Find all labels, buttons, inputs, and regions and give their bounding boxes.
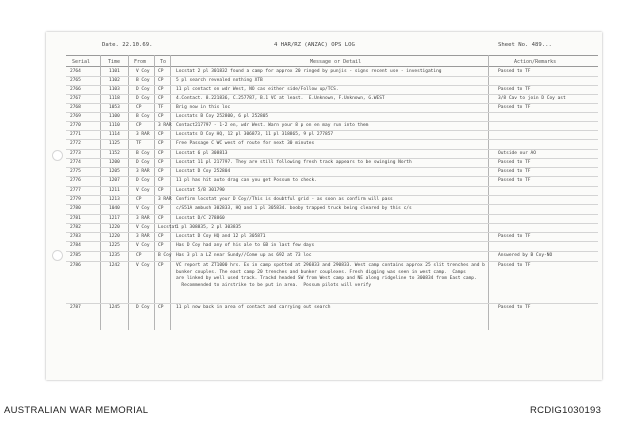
row-rule: [66, 223, 598, 224]
cell-serial: 2767: [70, 96, 81, 101]
cell-to: 3 RAR: [158, 197, 172, 202]
cell-to: CP: [158, 305, 164, 310]
cell-from: 3 RAR: [136, 169, 150, 174]
row-rule: [66, 112, 598, 113]
cell-serial: 2777: [70, 188, 81, 193]
cell-time: 1235: [109, 253, 120, 258]
cell-action: Passed to TF: [498, 160, 531, 165]
cell-message: Locstat D/C 278860: [176, 216, 225, 221]
col-header-message: Message or Detail: [310, 59, 362, 65]
cell-message: Recommended to airstrike to be put in area. Possum pilots will verify: [176, 282, 372, 288]
cell-serial: 2787: [70, 305, 81, 310]
table-top-rule: [66, 55, 598, 56]
cell-time: 1217: [109, 216, 120, 221]
cell-from: CP: [136, 105, 142, 110]
cell-serial: 2784: [70, 243, 81, 248]
cell-time: 1225: [109, 243, 120, 248]
col-divider: [170, 55, 171, 330]
row-rule: [66, 261, 598, 262]
cell-time: 1211: [109, 188, 120, 193]
cell-to: CP: [158, 263, 164, 268]
table-header-rule: [66, 66, 598, 67]
row-rule: [66, 176, 598, 177]
cell-from: D Coy: [136, 178, 150, 183]
row-rule: [66, 121, 598, 122]
cell-from: V Coy: [136, 225, 150, 230]
cell-from: CP: [136, 253, 142, 258]
cell-time: 1103: [109, 87, 120, 92]
cell-to: CP: [158, 141, 164, 146]
cell-action: Passed to TF: [498, 169, 531, 174]
cell-message: Locstat 2 pl 301832 found a camp for approx 20 ringed by punjis - signs recent use - investigating: [176, 69, 442, 74]
cell-serial: 2768: [70, 105, 81, 110]
punch-hole: [52, 250, 63, 261]
row-rule: [66, 186, 598, 187]
cell-time: 1125: [109, 141, 120, 146]
cell-action: Outside our AO: [498, 151, 536, 156]
cell-to: CP: [158, 206, 164, 211]
cell-serial: 2781: [70, 216, 81, 221]
cell-time: 1101: [109, 69, 120, 74]
cell-serial: 2765: [70, 78, 81, 83]
cell-message: c/S51A ambush 302833, HQ and 1 pl 305834. booby trapped truck being cleared by this c/s: [176, 206, 412, 211]
cell-to: B Coy: [158, 253, 172, 258]
cell-to: CP: [158, 234, 164, 239]
cell-message: bunker couples. The east camp 20 trenches and bunker couplexes. Fresh digging was seen in west camp. Camps: [176, 269, 466, 275]
cell-from: V Coy: [136, 263, 150, 268]
cell-action: 3/8 Cav to join D Coy ast: [498, 96, 566, 101]
row-rule: [66, 167, 598, 168]
cell-message: Has D Coy had any of his ale to GB in last few days: [176, 243, 315, 248]
cell-from: V Coy: [136, 188, 150, 193]
cell-time: 1213: [109, 197, 120, 202]
cell-time: 1220: [109, 225, 120, 230]
cell-action: Passed to TF: [498, 87, 531, 92]
cell-message: Confirm locstat your D Coy//This is doubtful grid - as soon as confirm will pass: [176, 197, 393, 202]
row-rule: [66, 214, 598, 215]
row-rule: [66, 94, 598, 95]
cell-message: 11 pl now back in area of contact and carrying out search: [176, 305, 331, 310]
cell-action: Passed to TF: [498, 69, 531, 74]
cell-message: are linked by well used track. Trackd headed SW from West camp and NE along ridgeline to 300834 from East camp.: [176, 276, 477, 282]
cell-message: Locstat 11 pl 217797. They are still following fresh track appears to be swinging North: [176, 160, 412, 165]
cell-from: 3 RAR: [136, 132, 150, 137]
col-divider: [100, 55, 101, 330]
cell-serial: 2771: [70, 132, 81, 137]
cell-time: 1100: [109, 114, 120, 119]
cell-from: 3 RAR: [136, 216, 150, 221]
row-rule: [66, 303, 598, 304]
cell-message: 11 pl contact on wdr West, NO cas either side/Follow up/TCS.: [176, 87, 339, 92]
cell-message: 1 pl 308835, 2 pl 303835: [176, 225, 242, 230]
cell-from: D Coy: [136, 160, 150, 165]
cell-time: 1110: [109, 123, 120, 128]
row-rule: [66, 195, 598, 196]
cell-to: CP: [158, 178, 164, 183]
cell-message: 11 pl has hit auto drag can you get Possum to check.: [176, 178, 317, 183]
cell-from: D Coy: [136, 96, 150, 101]
cell-message: Locstat D Coy HQ and 12 pl 305871: [176, 234, 266, 239]
cell-serial: 2776: [70, 178, 81, 183]
col-header-from: From: [134, 59, 147, 65]
archive-label: AUSTRALIAN WAR MEMORIAL: [4, 405, 149, 416]
row-rule: [66, 204, 598, 205]
col-header-action: Action/Remarks: [514, 59, 557, 65]
row-rule: [66, 85, 598, 86]
cell-to: CP: [158, 132, 164, 137]
archive-id: RCDIG1030193: [530, 405, 602, 416]
col-divider: [488, 55, 489, 330]
cell-to: CP: [158, 87, 164, 92]
cell-time: 1220: [109, 234, 120, 239]
cell-to: 3 RAR: [158, 123, 172, 128]
col-divider: [128, 55, 129, 330]
cell-serial: 2775: [70, 169, 81, 174]
cell-serial: 2783: [70, 234, 81, 239]
cell-time: 1114: [109, 132, 120, 137]
row-rule: [66, 139, 598, 140]
cell-time: 1053: [109, 105, 120, 110]
row-rule: [66, 251, 598, 252]
cell-time: 1152: [109, 151, 120, 156]
cell-to: CP: [158, 151, 164, 156]
cell-action: Answered by B Coy-NO: [498, 253, 553, 258]
sheet-title: 4 HAR/RZ (ANZAC) OPS LOG: [274, 42, 355, 48]
cell-to: CP: [158, 216, 164, 221]
cell-time: 1200: [109, 160, 120, 165]
cell-message: 5 pl search revealed nothing XTB: [176, 78, 263, 83]
cell-action: Passed to TF: [498, 234, 531, 239]
cell-from: D Coy: [136, 87, 150, 92]
cell-serial: 2769: [70, 114, 81, 119]
cell-message: 4.Contact. 8.221836, C.257787, B.1 VC at least. E.Unknown, F.Unknown, G.WEST: [176, 96, 385, 101]
cell-to: CP: [158, 96, 164, 101]
col-header-serial: Serial: [72, 59, 91, 65]
row-rule: [66, 76, 598, 77]
cell-message: Locstats D Coy HQ, 12 pl 306873, 11 pl 318865, 9 pl 277857: [176, 132, 334, 137]
cell-message: Brig now in this loc: [176, 105, 231, 110]
cell-to: CP: [158, 243, 164, 248]
cell-from: 3 RAR: [136, 234, 150, 239]
cell-time: 1118: [109, 96, 120, 101]
cell-from: B Coy: [136, 151, 150, 156]
cell-to: CP: [158, 78, 164, 83]
cell-message: Locstat 6 pl 308813: [176, 151, 228, 156]
cell-message: Has 3 pl a LZ near Sundy//Come up as 692 at 73 loc: [176, 253, 312, 258]
cell-serial: 2779: [70, 197, 81, 202]
cell-from: V Coy: [136, 69, 150, 74]
cell-message: Contact217797 - 1-2 en, wdr West. Warn your 8 p on en may run into them: [176, 123, 369, 128]
log-sheet: [46, 32, 602, 380]
cell-serial: 2770: [70, 123, 81, 128]
cell-to: CP: [158, 114, 164, 119]
cell-to: TF: [158, 105, 164, 110]
cell-from: V Coy: [136, 243, 150, 248]
cell-serial: 2780: [70, 206, 81, 211]
row-rule: [66, 232, 598, 233]
cell-time: 1245: [109, 305, 120, 310]
row-rule: [66, 158, 598, 159]
cell-time: 1205: [109, 169, 120, 174]
cell-serial: 2766: [70, 87, 81, 92]
sheet-number: Sheet No. 489...: [498, 42, 552, 48]
cell-time: 1102: [109, 78, 120, 83]
sheet-date: Date. 22.10.69.: [102, 42, 153, 48]
cell-serial: 2785: [70, 253, 81, 258]
cell-message: Free Passage C WC west of route for next 30 minutes: [176, 141, 315, 146]
cell-from: B Coy: [136, 78, 150, 83]
cell-serial: 2772: [70, 141, 81, 146]
cell-action: Passed to TF: [498, 178, 531, 183]
cell-action: Passed to TF: [498, 305, 531, 310]
cell-from: TF: [136, 141, 142, 146]
col-header-time: Time: [108, 59, 121, 65]
cell-from: B Coy: [136, 114, 150, 119]
col-divider: [154, 55, 155, 330]
cell-from: CP: [136, 197, 142, 202]
cell-to: CP: [158, 188, 164, 193]
cell-from: D Coy: [136, 305, 150, 310]
cell-message: Locstats B Coy 252800, 6 pl 252805: [176, 114, 269, 119]
cell-time: 1207: [109, 178, 120, 183]
cell-action: Passed to TF: [498, 105, 531, 110]
row-rule: [66, 130, 598, 131]
cell-from: CP: [136, 123, 142, 128]
cell-message: VC report at ZT1000 hrs. Ex in camp spotted at 296833 and 290833. West camp contains approx 25 slit trenches and b: [176, 263, 485, 268]
cell-to: CP: [158, 169, 164, 174]
punch-hole: [52, 150, 63, 161]
cell-serial: 2782: [70, 225, 81, 230]
cell-to: Locstat: [158, 225, 177, 230]
row-rule: [66, 241, 598, 242]
cell-serial: 2773: [70, 151, 81, 156]
cell-serial: 2786: [70, 263, 81, 268]
cell-time: 1040: [109, 206, 120, 211]
col-header-to: To: [160, 59, 167, 65]
cell-serial: 2774: [70, 160, 81, 165]
cell-action: Passed to TF: [498, 263, 531, 268]
cell-message: Locstat 5/B 301790: [176, 188, 225, 193]
cell-to: CP: [158, 160, 164, 165]
cell-serial: 2764: [70, 69, 81, 74]
row-rule: [66, 103, 598, 104]
cell-time: 1242: [109, 263, 120, 268]
cell-from: V Coy: [136, 206, 150, 211]
row-rule: [66, 149, 598, 150]
cell-to: CP: [158, 69, 164, 74]
cell-message: Locstat D Coy 252804: [176, 169, 231, 174]
